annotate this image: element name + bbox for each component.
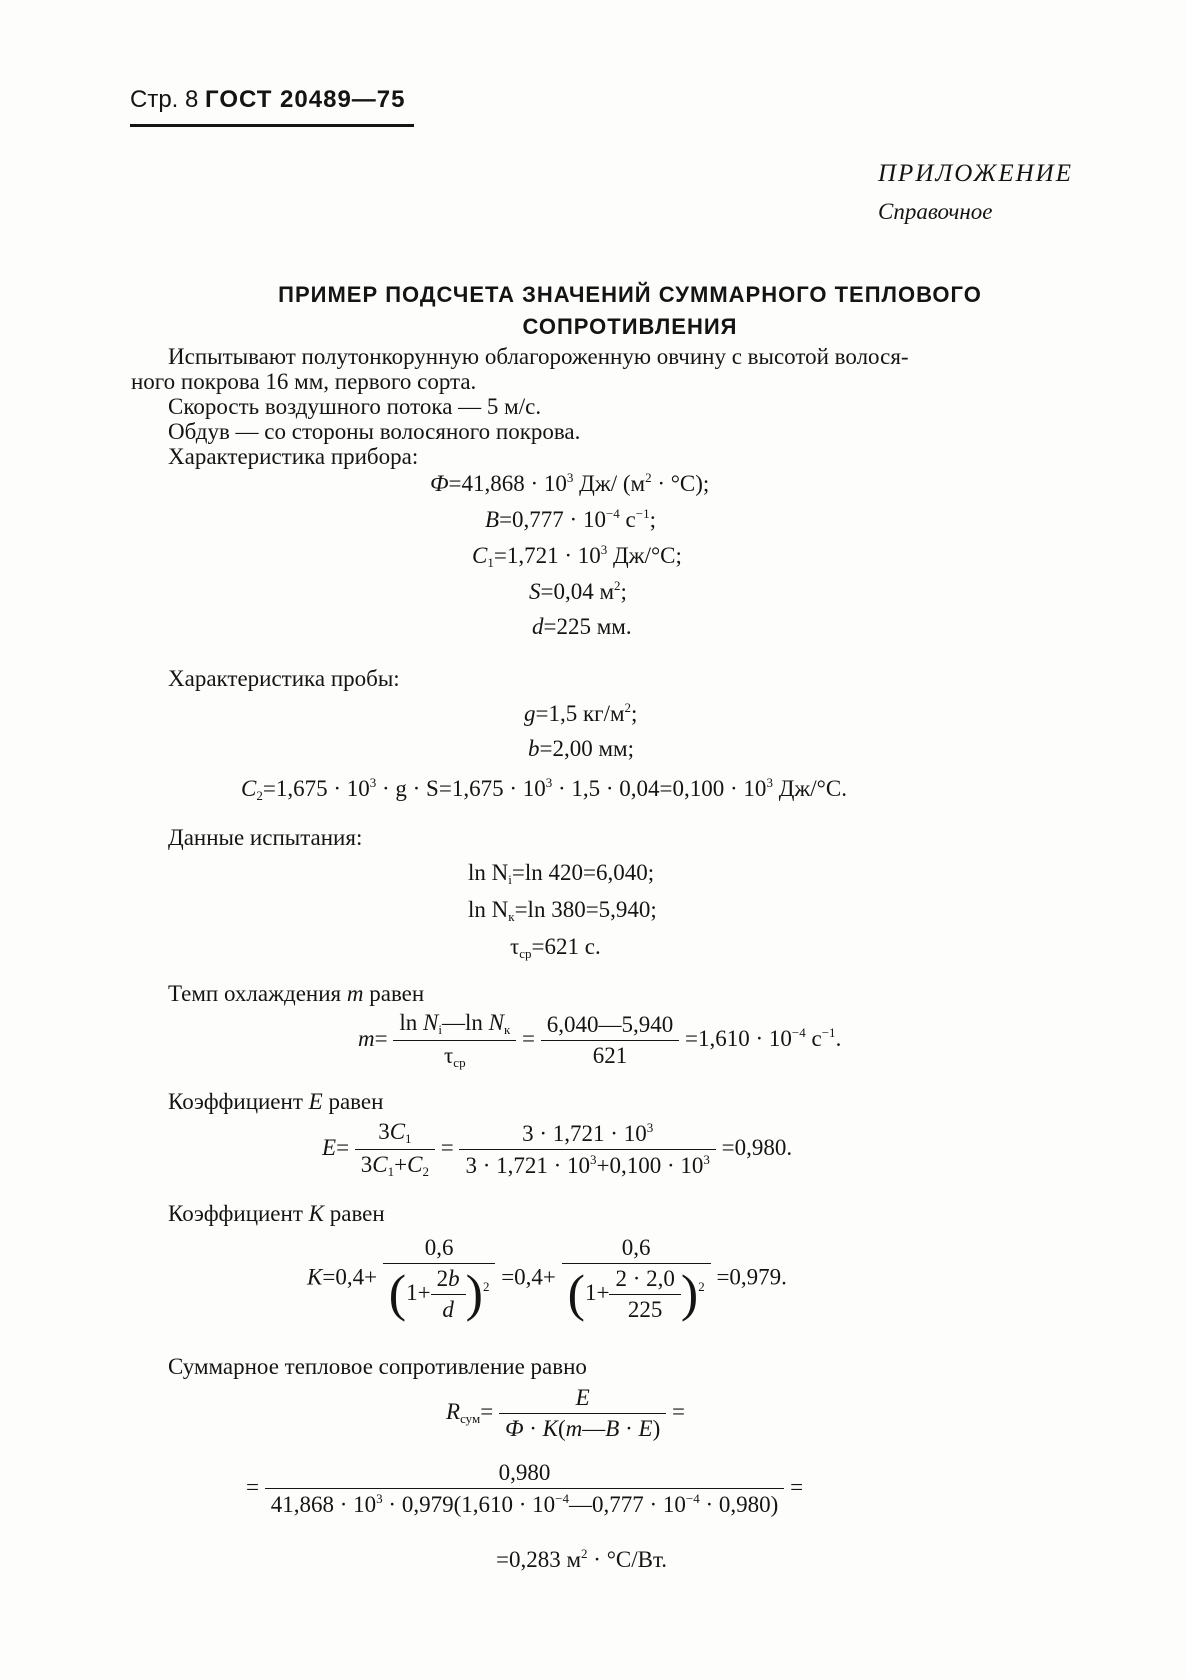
test-heading: Данные испытания:: [168, 825, 363, 850]
eq-ln-nk: $\ln N_к=\ln$ 380=5,940;: [468, 897, 657, 924]
blowing-text: Обдув — со стороны волосяного покрова.: [168, 419, 581, 444]
total-fraction-1: $\frac{E}{Ф \cdot K(m—B \cdot E)}$: [499, 1385, 666, 1442]
eq-total-2: = $\frac{0,980}{41,868 \cdot 10^3 \cdot 0,979(1,610 \cdot 10^{-4}—0,777 \cdot 10^{-4} \cdot 0,980)}$ =: [246, 1460, 804, 1517]
coef-e-fraction-2: $\frac{3 \cdot 1,721 \cdot 10^3}{3 \cdot 1,721 \cdot 10^3+0,100 \cdot 10^3}$: [459, 1120, 715, 1179]
eq-phi: $Ф=41,868 \cdot 10^3$ Дж/ $(м^2 \cdot ^\circ С)$;: [430, 470, 710, 496]
sample-heading: Характеристика пробы:: [168, 666, 400, 691]
intro-line-1: Испытывают полутонкорунную облагороженную овчину с высотой волося-: [168, 344, 909, 369]
appendix-label: ПРИЛОЖЕНИЕ: [878, 160, 1073, 187]
eq-c1: $C_1=1,721 \cdot 10^3$ Дж/°С;: [472, 542, 682, 570]
cooling-label: Темп охлаждения m равен: [168, 981, 425, 1006]
airflow-text: Скорость воздушного потока — 5 м/с.: [168, 394, 542, 419]
coef-k-fraction-2: 0,6 (1+ $\frac{2 \cdot 2,0}{225}$ )$^2$: [562, 1235, 711, 1323]
coef-e-fraction-1: $\frac{3C_1}{3C_1+C_2}$: [355, 1119, 435, 1180]
appendix-type: Справочное: [878, 199, 993, 224]
standard-code: ГОСТ 20489—75: [205, 86, 406, 113]
eq-ln-ni: $\ln N_i=\ln$ 420=6,040;: [468, 860, 655, 887]
page-header: [130, 86, 405, 114]
eq-s: S=0,04 $м^2$;: [529, 578, 627, 604]
eq-cooling-rate: m= $\frac{\ln N_i—\ln N_к}{\tau_{ср}}$ = $\frac{6,040—5,940}{621}$ $=1,610 \cdot 10^{-4}$ $с^{-1}$.: [358, 1010, 842, 1070]
total-fraction-2: $\frac{0,980}{41,868 \cdot 10^3 \cdot 0,979(1,610 \cdot 10^{-4}—0,777 \cdot 10^{-4} \cdot 0,980)}$: [265, 1460, 785, 1518]
cooling-fraction-1: $\frac{\ln N_i—\ln N_к}{\tau_{ср}}$: [393, 1010, 516, 1071]
device-heading: Характеристика прибора:: [168, 444, 419, 469]
total-label: Суммарное тепловое сопротивление равно: [168, 1354, 587, 1379]
page-title-line-2: СОПРОТИВЛЕНИЯ: [522, 314, 738, 339]
eq-total-1: $R_{сум}=$ $\frac{E}{Ф \cdot K(m—B \cdot E)}$ =: [446, 1385, 685, 1441]
eq-coef-k: K=0,4+ 0,6 (1+ $\frac{2b}{d}$ )$^2$ =0,4+ 0,6 (1+ $\frac{2 \cdot 2,0}{225}$ )$^2$ =0,979.: [307, 1235, 787, 1323]
intro-line-2: ного покрова 16 мм, первого сорта.: [131, 369, 477, 394]
page-title-line-1: ПРИМЕР ПОДСЧЕТА ЗНАЧЕНИЙ СУММАРНОГО ТЕПЛОВОГО: [278, 282, 982, 307]
page-number: Стр. 8: [130, 86, 199, 113]
eq-b: $B=0,777 \cdot 10^{-4}$ $с^{-1}$;: [485, 506, 656, 532]
coef-e-label: Коэффициент E равен: [168, 1089, 384, 1114]
eq-g: g=1,5 $кг/м^2$;: [524, 700, 638, 726]
eq-tau: $\tau_{ср}=621$ с.: [510, 934, 601, 961]
eq-total-result: =0,283 $м^2 \cdot ^\circ С/Вт$.: [496, 1546, 668, 1572]
header-rule: [130, 124, 414, 127]
eq-d: d=225 мм.: [532, 614, 632, 639]
coef-k-label: Коэффициент K равен: [168, 1201, 385, 1226]
coef-k-fraction-1: 0,6 (1+ $\frac{2b}{d}$ )$^2$: [383, 1235, 496, 1323]
cooling-fraction-2: $\frac{6,040—5,940}{621}$: [541, 1012, 680, 1069]
eq-coef-e: E= $\frac{3C_1}{3C_1+C_2}$ = $\frac{3 \cdot 1,721 \cdot 10^3}{3 \cdot 1,721 \cdot 10^3+0,100 \cdot 10^3}$ =0,980.: [322, 1119, 793, 1179]
eq-c2: $C_2=1,675 \cdot 10^3 \cdot g \cdot S=1,675 \cdot 10^3 \cdot 1,5 \cdot 0,04=0,100 \cdot 10^3$ Дж/°С.: [241, 775, 847, 803]
eq-b-sample: b=2,00 мм;: [528, 736, 634, 761]
